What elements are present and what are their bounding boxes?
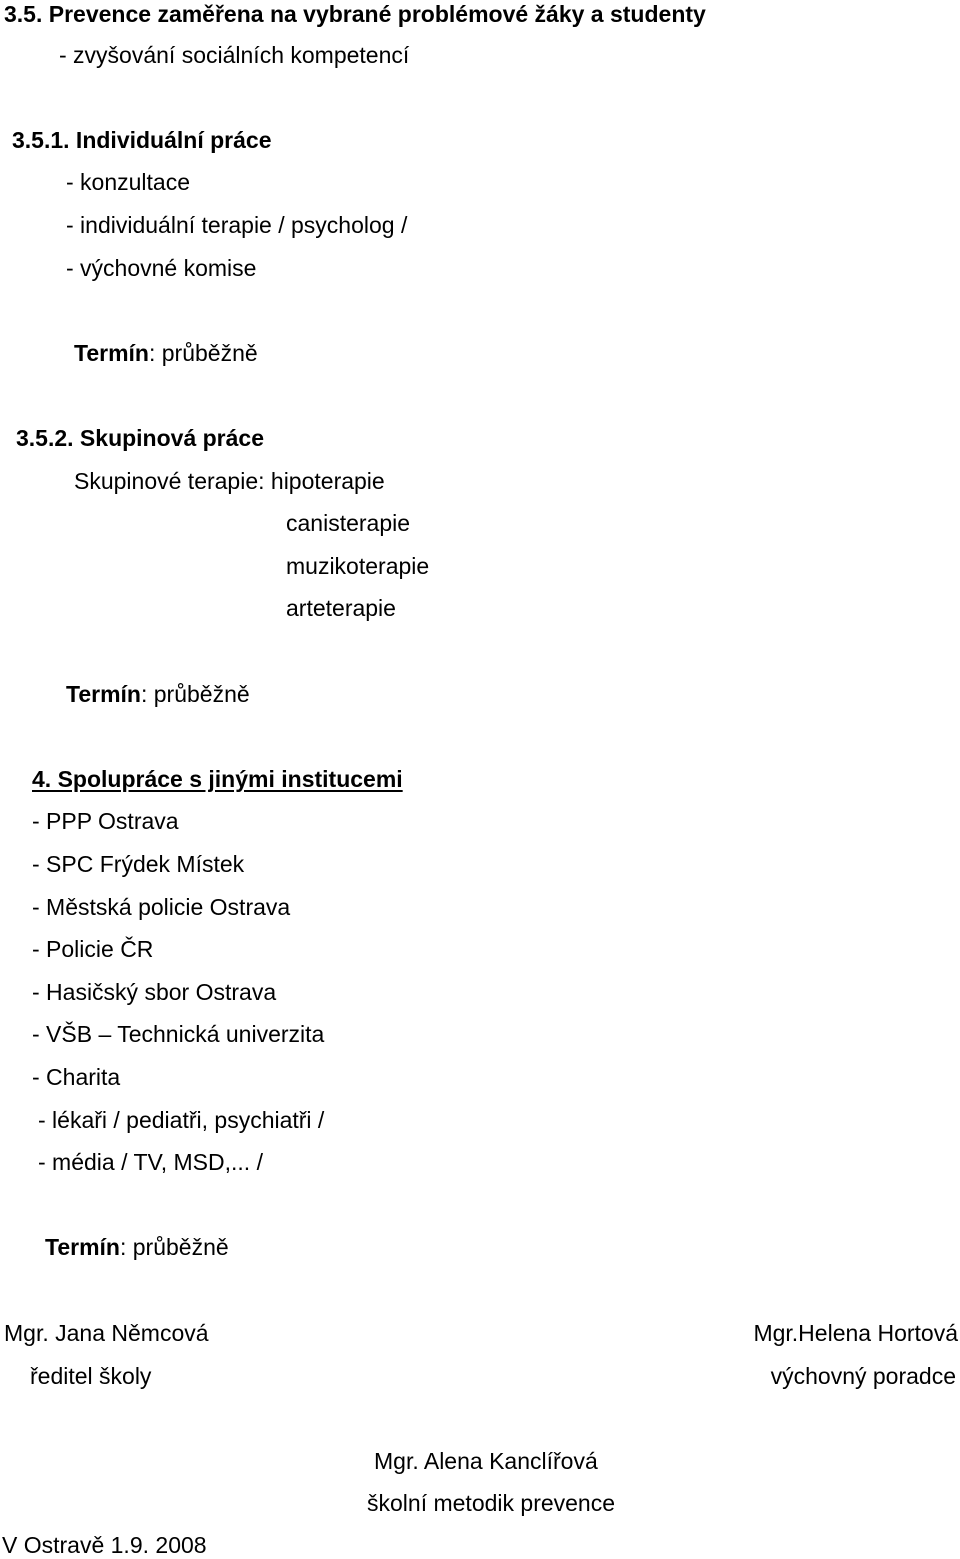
term-value: : průběžně bbox=[119, 1234, 229, 1260]
list-item: - lékaři / pediatři, psychiatři / bbox=[38, 1107, 325, 1133]
place-date: V Ostravě 1.9. 2008 bbox=[2, 1532, 207, 1558]
signature-center-role: školní metodik prevence bbox=[367, 1490, 616, 1516]
list-item: - Charita bbox=[32, 1064, 121, 1090]
therapy-item: canisterapie bbox=[286, 510, 411, 536]
list-item: - VŠB – Technická univerzita bbox=[32, 1021, 325, 1047]
list-item: - výchovné komise bbox=[66, 255, 257, 281]
list-item: - konzultace bbox=[66, 169, 191, 195]
list-item: - Hasičský sbor Ostrava bbox=[32, 979, 277, 1005]
therapies-label: Skupinové terapie: hipoterapie bbox=[74, 468, 385, 494]
term-line-3-5-2 bbox=[66, 680, 250, 708]
signature-center-name: Mgr. Alena Kanclířová bbox=[374, 1448, 598, 1474]
term-value: : průběžně bbox=[140, 681, 250, 707]
list-item: - Městská policie Ostrava bbox=[32, 894, 291, 920]
list-item: - PPP Ostrava bbox=[32, 808, 179, 834]
therapy-item: muzikoterapie bbox=[286, 553, 430, 579]
term-value: : průběžně bbox=[148, 340, 258, 366]
section-3-5-2-heading: 3.5.2. Skupinová práce bbox=[16, 425, 265, 451]
term-line-4 bbox=[45, 1233, 229, 1261]
term-label: Termín bbox=[66, 681, 141, 707]
signature-right-name: Mgr.Helena Hortová bbox=[753, 1320, 958, 1346]
section-3-5-subheading: - zvyšování sociálních kompetencí bbox=[59, 42, 410, 68]
list-item: - SPC Frýdek Místek bbox=[32, 851, 245, 877]
therapy-item: arteterapie bbox=[286, 595, 396, 621]
section-3-5-1-heading: 3.5.1. Individuální práce bbox=[12, 127, 272, 153]
section-3-5-heading: 3.5. Prevence zaměřena na vybrané problémové žáky a studenty bbox=[4, 1, 706, 27]
section-4-heading: 4. Spolupráce s jinými institucemi bbox=[32, 766, 403, 792]
signature-left-role: ředitel školy bbox=[30, 1363, 152, 1389]
signature-right-role: výchovný poradce bbox=[770, 1363, 956, 1389]
term-label: Termín bbox=[74, 340, 149, 366]
term-line-3-5-1 bbox=[74, 339, 258, 367]
list-item: - Policie ČR bbox=[32, 936, 154, 962]
list-item: - individuální terapie / psycholog / bbox=[66, 212, 408, 238]
term-label: Termín bbox=[45, 1234, 120, 1260]
list-item: - média / TV, MSD,... / bbox=[38, 1149, 263, 1175]
signature-left-name: Mgr. Jana Němcová bbox=[4, 1320, 209, 1346]
